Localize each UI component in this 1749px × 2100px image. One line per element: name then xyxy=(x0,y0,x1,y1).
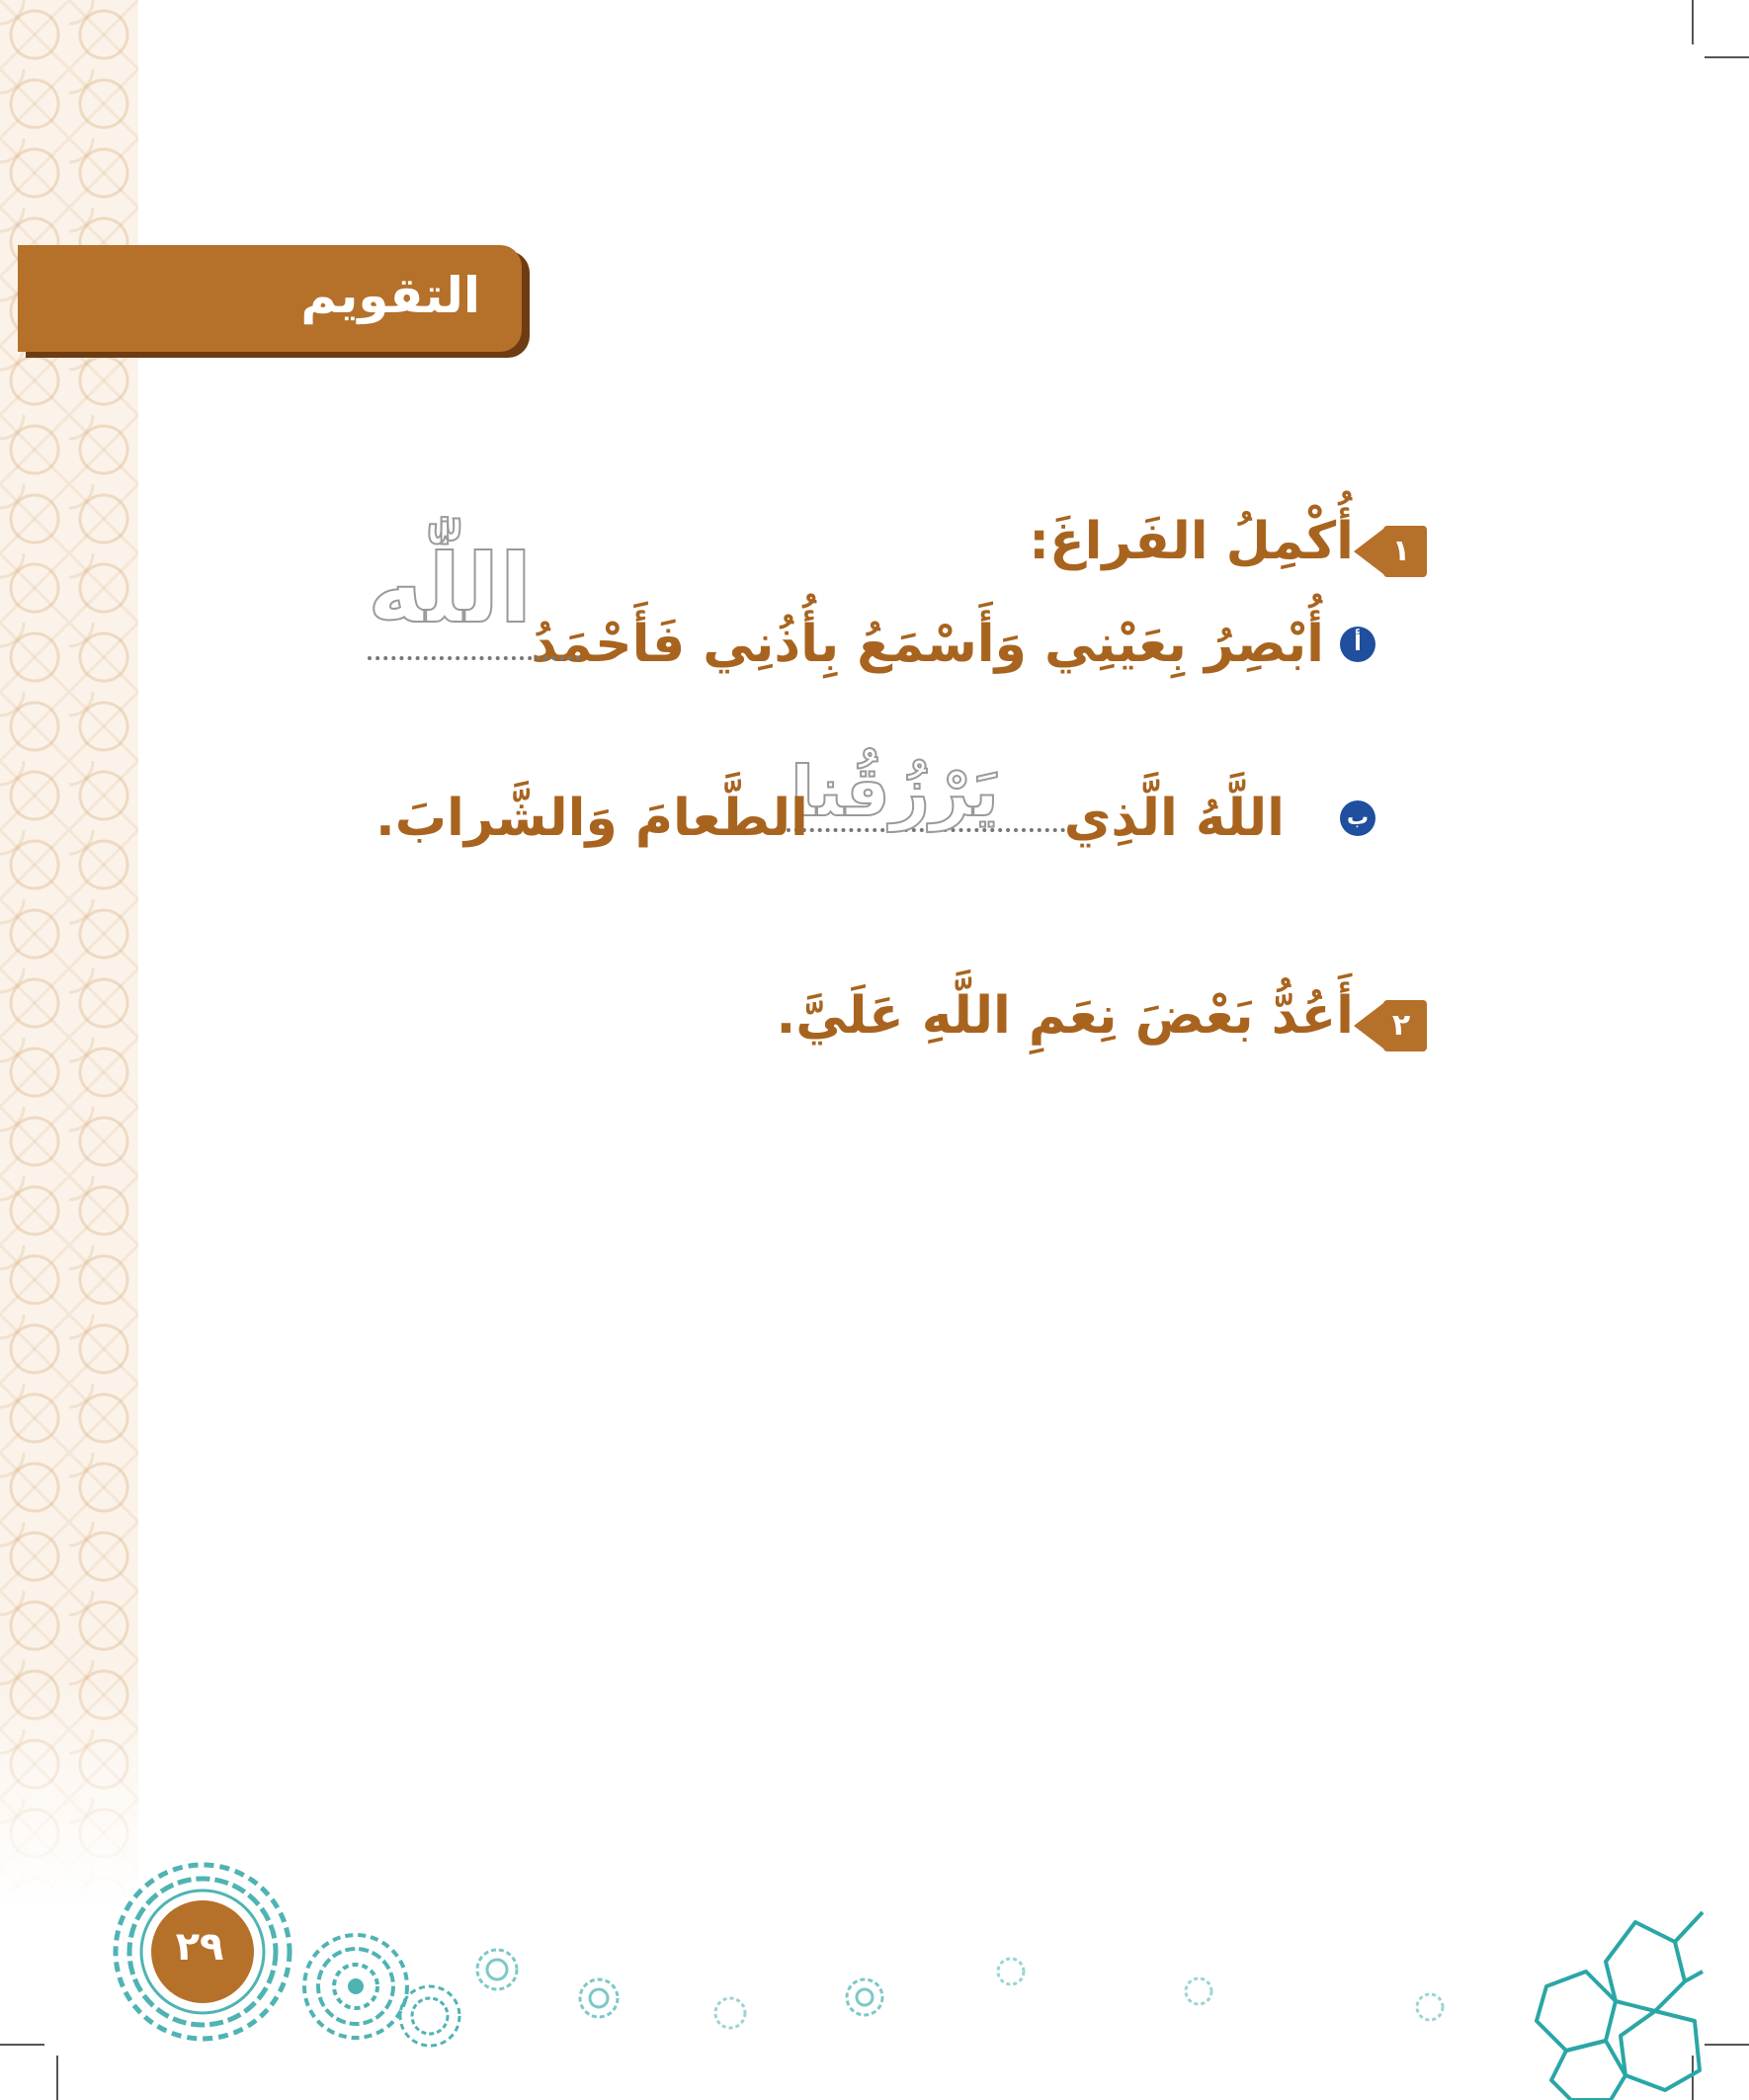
answer-line-a xyxy=(368,656,580,660)
circle-bullet-icon: ب xyxy=(1340,800,1375,836)
rosette-icon xyxy=(472,1945,522,1994)
rosette-icon xyxy=(711,1994,749,2032)
crop-mark xyxy=(1705,56,1749,58)
item-b-text-before: اللَّهُ الَّذِي xyxy=(1063,789,1285,848)
question-2-number: ٢ xyxy=(1391,1008,1411,1043)
geometric-star-icon xyxy=(1527,1902,1705,2100)
crop-mark xyxy=(56,2056,58,2100)
question-1-number: ١ xyxy=(1391,534,1411,568)
page-number: ٢٩ xyxy=(175,1924,224,1970)
rosette-icon xyxy=(994,1955,1028,1988)
rosette-icon xyxy=(1413,1990,1447,2024)
section-banner xyxy=(18,245,522,352)
item-a-text: أُبْصِرُ بِعَيْنِي وَأَسْمَعُ بِأُذُنِي فَأَحْمَدُ xyxy=(531,615,1324,674)
question-1-prompt: أُكْمِلُ الفَراغَ: xyxy=(1029,512,1354,571)
item-b-text-after: الطَّعامَ وَالشَّرابَ. xyxy=(375,789,808,848)
traced-answer-a[interactable]: اللّٰه xyxy=(368,534,533,644)
question-2-prompt: أَعُدُّ بَعْضَ نِعَمِ اللَّهِ عَلَيَّ. xyxy=(776,986,1354,1046)
rosette-icon xyxy=(1182,1974,1215,2008)
section-title: التقويم xyxy=(300,267,480,324)
rosette-icon xyxy=(842,1974,887,2020)
crop-mark xyxy=(0,2044,44,2046)
rosette-icon xyxy=(575,1974,623,2022)
rosette-icon xyxy=(395,1981,464,2051)
circle-bullet-icon: أ xyxy=(1340,627,1375,662)
traced-answer-b[interactable]: يَرْزُقُنا xyxy=(791,751,999,832)
crop-mark xyxy=(1692,0,1694,44)
crop-mark xyxy=(1705,2044,1749,2046)
